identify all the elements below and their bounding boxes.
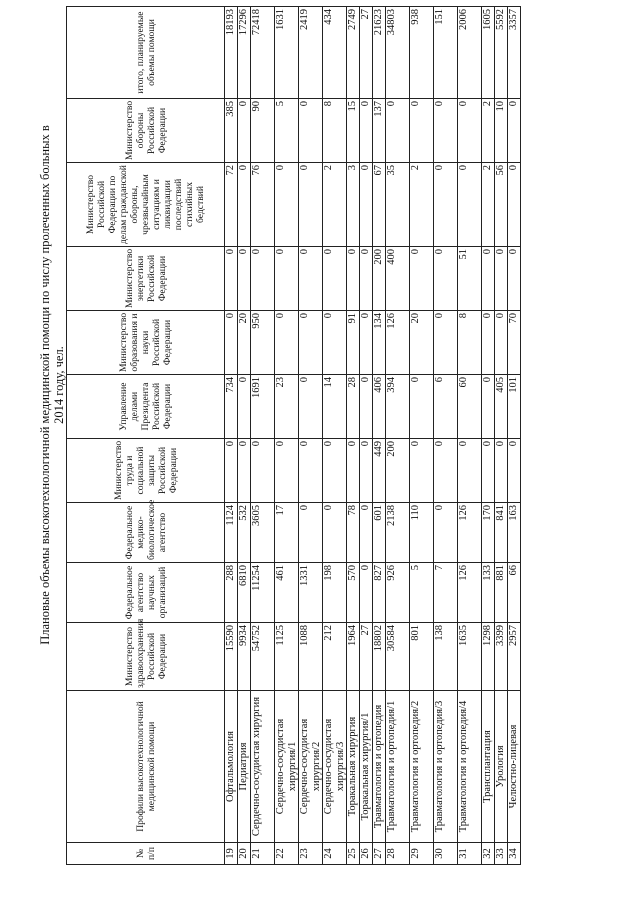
value-cell: 72 — [225, 163, 238, 247]
table-row — [323, 7, 347, 865]
value-cell: 198 — [323, 563, 347, 623]
total-cell: 17296 — [238, 7, 251, 99]
value-cell: 734 — [225, 375, 238, 439]
value-cell: 170 — [482, 503, 495, 563]
row-number-cell: 24 — [323, 843, 347, 865]
table-header-row — [67, 7, 225, 865]
value-cell: 0 — [410, 439, 434, 503]
value-cell: 78 — [347, 503, 360, 563]
profile-cell: Педиатрия — [238, 691, 251, 843]
total-cell: 3357 — [508, 7, 521, 99]
table-row — [225, 7, 238, 865]
table-row — [482, 7, 495, 865]
profile-cell: Урология — [495, 691, 508, 843]
value-cell: 449 — [373, 439, 386, 503]
total-cell: 2006 — [458, 7, 482, 99]
value-cell: 3 — [347, 163, 360, 247]
value-cell: 66 — [508, 563, 521, 623]
value-cell: 827 — [373, 563, 386, 623]
value-cell: 0 — [299, 163, 323, 247]
value-cell: 0 — [275, 163, 299, 247]
value-cell: 9934 — [238, 623, 251, 691]
profile-cell: Трансплантация — [482, 691, 495, 843]
value-cell: 8 — [323, 99, 347, 163]
value-cell: 0 — [360, 99, 373, 163]
profile-cell: Офтальмология — [225, 691, 238, 843]
value-cell: 5 — [275, 99, 299, 163]
value-cell: 90 — [251, 99, 275, 163]
value-cell: 0 — [360, 563, 373, 623]
value-cell: 51 — [458, 247, 482, 311]
value-cell: 7 — [434, 563, 458, 623]
row-number-cell: 30 — [434, 843, 458, 865]
total-cell: 2749 — [347, 7, 360, 99]
value-cell: 15590 — [225, 623, 238, 691]
profile-cell: Челюстно-лицевая — [508, 691, 521, 843]
value-cell: 2 — [323, 163, 347, 247]
value-cell: 406 — [373, 375, 386, 439]
value-cell: 0 — [238, 375, 251, 439]
value-cell: 6810 — [238, 563, 251, 623]
profile-cell: Травматология и ортопедия/1 — [386, 691, 410, 843]
table-row — [238, 7, 251, 865]
upravdelami-header: Управление делами Президента Российской Федерации — [67, 375, 225, 439]
fmba-header: Федеральное медико-биологическое агентство — [67, 503, 225, 563]
value-cell: 0 — [360, 503, 373, 563]
value-cell: 394 — [386, 375, 410, 439]
value-cell: 1088 — [299, 623, 323, 691]
value-cell: 1691 — [251, 375, 275, 439]
value-cell: 400 — [386, 247, 410, 311]
value-cell: 841 — [495, 503, 508, 563]
value-cell: 2957 — [508, 623, 521, 691]
value-cell: 23 — [275, 375, 299, 439]
row-number-cell: 19 — [225, 843, 238, 865]
value-cell: 0 — [360, 439, 373, 503]
total-cell: 938 — [410, 7, 434, 99]
profile-cell: Травматология и ортопедия/4 — [458, 691, 482, 843]
value-cell: 0 — [482, 439, 495, 503]
value-cell: 110 — [410, 503, 434, 563]
total-cell: 18193 — [225, 7, 238, 99]
value-cell: 5 — [410, 563, 434, 623]
total-cell: 5592 — [495, 7, 508, 99]
value-cell: 0 — [225, 311, 238, 375]
value-cell: 3605 — [251, 503, 275, 563]
value-cell: 0 — [434, 439, 458, 503]
value-cell: 35 — [386, 163, 410, 247]
value-cell: 134 — [373, 311, 386, 375]
value-cell: 17 — [275, 503, 299, 563]
value-cell: 950 — [251, 311, 275, 375]
value-cell: 1331 — [299, 563, 323, 623]
row-number-cell: 28 — [386, 843, 410, 865]
value-cell: 0 — [410, 99, 434, 163]
value-cell: 2 — [482, 163, 495, 247]
row-number-cell: 34 — [508, 843, 521, 865]
value-cell: 0 — [434, 247, 458, 311]
value-cell: 0 — [225, 439, 238, 503]
value-cell: 60 — [458, 375, 482, 439]
value-cell: 0 — [323, 311, 347, 375]
table-row — [251, 7, 275, 865]
value-cell: 15 — [347, 99, 360, 163]
table-row — [275, 7, 299, 865]
value-cell: 0 — [458, 163, 482, 247]
value-cell: 200 — [386, 439, 410, 503]
value-cell: 0 — [238, 439, 251, 503]
value-cell: 1964 — [347, 623, 360, 691]
value-cell: 133 — [482, 563, 495, 623]
value-cell: 126 — [458, 563, 482, 623]
value-cell: 0 — [482, 375, 495, 439]
value-cell: 8 — [458, 311, 482, 375]
value-cell: 0 — [347, 247, 360, 311]
minoborony-header: Министерство обороны Российской Федерации — [67, 99, 225, 163]
total-cell: 34803 — [386, 7, 410, 99]
value-cell: 67 — [373, 163, 386, 247]
value-cell: 0 — [458, 439, 482, 503]
row-number-cell: 25 — [347, 843, 360, 865]
value-cell: 0 — [347, 439, 360, 503]
value-cell: 0 — [299, 247, 323, 311]
value-cell: 27 — [360, 623, 373, 691]
value-cell: 0 — [360, 163, 373, 247]
profile-cell: Торакальная хирургия — [347, 691, 360, 843]
value-cell: 11254 — [251, 563, 275, 623]
value-cell: 0 — [251, 439, 275, 503]
value-cell: 20 — [410, 311, 434, 375]
value-cell: 1124 — [225, 503, 238, 563]
value-cell: 137 — [373, 99, 386, 163]
value-cell: 1125 — [275, 623, 299, 691]
value-cell: 163 — [508, 503, 521, 563]
value-cell: 14 — [323, 375, 347, 439]
value-cell: 0 — [482, 311, 495, 375]
value-cell: 461 — [275, 563, 299, 623]
value-cell: 0 — [508, 247, 521, 311]
value-cell: 28 — [347, 375, 360, 439]
value-cell: 3399 — [495, 623, 508, 691]
value-cell: 0 — [410, 247, 434, 311]
value-cell: 0 — [434, 99, 458, 163]
row-number-header: № п/п — [67, 843, 225, 865]
value-cell: 405 — [495, 375, 508, 439]
table-row — [386, 7, 410, 865]
table-row — [458, 7, 482, 865]
document-title: Плановые объемы высокотехнологичной медицинской помощи по числу пролеченных больных в 2014 году, чел. — [38, 125, 66, 645]
mchs-header: Министерство Российской Федерации по делам гражданской обороны, чрезвычайным ситуациям и ликвидации последствий стихийных бедствий — [67, 163, 225, 247]
value-cell: 926 — [386, 563, 410, 623]
value-cell: 2 — [482, 99, 495, 163]
value-cell: 10 — [495, 99, 508, 163]
value-cell: 0 — [508, 163, 521, 247]
profile-cell: Сердечно-сосудистая хирургия/1 — [275, 691, 299, 843]
value-cell: 101 — [508, 375, 521, 439]
value-cell: 0 — [508, 99, 521, 163]
table-body — [225, 7, 521, 865]
value-cell: 0 — [251, 247, 275, 311]
value-cell: 0 — [275, 247, 299, 311]
value-cell: 212 — [323, 623, 347, 691]
value-cell: 0 — [495, 247, 508, 311]
profile-cell: Травматология и ортопедия/2 — [410, 691, 434, 843]
table-row — [495, 7, 508, 865]
value-cell: 0 — [386, 99, 410, 163]
value-cell: 0 — [238, 247, 251, 311]
value-cell: 6 — [434, 375, 458, 439]
table-row — [299, 7, 323, 865]
value-cell: 0 — [238, 99, 251, 163]
row-number-cell: 31 — [458, 843, 482, 865]
table-row — [347, 7, 360, 865]
total-cell: 1631 — [275, 7, 299, 99]
table-row — [434, 7, 458, 865]
value-cell: 91 — [347, 311, 360, 375]
total-cell: 151 — [434, 7, 458, 99]
value-cell: 0 — [299, 503, 323, 563]
value-cell: 1635 — [458, 623, 482, 691]
value-cell: 0 — [458, 99, 482, 163]
value-cell: 0 — [410, 375, 434, 439]
fano-header: Федеральное агентство научных организаций — [67, 563, 225, 623]
value-cell: 0 — [299, 311, 323, 375]
value-cell: 385 — [225, 99, 238, 163]
total-cell: 21623 — [373, 7, 386, 99]
table-row — [373, 7, 386, 865]
table-row — [508, 7, 521, 865]
value-cell: 126 — [386, 311, 410, 375]
row-number-cell: 32 — [482, 843, 495, 865]
value-cell: 0 — [434, 163, 458, 247]
total-cell: 1605 — [482, 7, 495, 99]
row-number-cell: 33 — [495, 843, 508, 865]
total-cell: 434 — [323, 7, 347, 99]
value-cell: 0 — [299, 375, 323, 439]
value-cell: 0 — [299, 99, 323, 163]
value-cell: 532 — [238, 503, 251, 563]
minenergo-header: Министерство энергетики Российской Федерации — [67, 247, 225, 311]
profile-cell: Торакальная хирургия/1 — [360, 691, 373, 843]
value-cell: 70 — [508, 311, 521, 375]
value-cell: 30584 — [386, 623, 410, 691]
value-cell: 138 — [434, 623, 458, 691]
row-number-cell: 20 — [238, 843, 251, 865]
total-header: итого, планируемые объемы помощи — [67, 7, 225, 99]
hitech-care-volume-table — [66, 6, 521, 865]
value-cell: 0 — [323, 439, 347, 503]
value-cell: 0 — [360, 311, 373, 375]
mintrud-header: Министерство труда и социальной защиты Российской Федерации — [67, 439, 225, 503]
value-cell: 0 — [360, 247, 373, 311]
value-cell: 0 — [238, 163, 251, 247]
value-cell: 0 — [360, 375, 373, 439]
row-number-cell: 21 — [251, 843, 275, 865]
value-cell: 0 — [482, 247, 495, 311]
value-cell: 0 — [275, 311, 299, 375]
total-cell: 72418 — [251, 7, 275, 99]
value-cell: 1298 — [482, 623, 495, 691]
value-cell: 0 — [299, 439, 323, 503]
table-row — [360, 7, 373, 865]
value-cell: 0 — [323, 503, 347, 563]
value-cell: 20 — [238, 311, 251, 375]
value-cell: 54752 — [251, 623, 275, 691]
value-cell: 288 — [225, 563, 238, 623]
profile-cell: Травматология и ортопедия/3 — [434, 691, 458, 843]
row-number-cell: 29 — [410, 843, 434, 865]
minobrnauki-header: Министерство образования и науки Российской Федерации — [67, 311, 225, 375]
value-cell: 0 — [495, 439, 508, 503]
value-cell: 2138 — [386, 503, 410, 563]
row-number-cell: 22 — [275, 843, 299, 865]
value-cell: 801 — [410, 623, 434, 691]
row-number-cell: 26 — [360, 843, 373, 865]
table-row — [410, 7, 434, 865]
value-cell: 2 — [410, 163, 434, 247]
value-cell: 76 — [251, 163, 275, 247]
value-cell: 0 — [225, 247, 238, 311]
minzdrav-header: Министерство здравоохранения Российской Федерации — [67, 623, 225, 691]
row-number-cell: 23 — [299, 843, 323, 865]
value-cell: 0 — [275, 439, 299, 503]
value-cell: 0 — [323, 247, 347, 311]
profile-header: Профили высокотехнологичной медицинской помощи — [67, 691, 225, 843]
value-cell: 0 — [508, 439, 521, 503]
profile-cell: Травматология и ортопедия — [373, 691, 386, 843]
value-cell: 56 — [495, 163, 508, 247]
value-cell: 0 — [495, 311, 508, 375]
row-number-cell: 27 — [373, 843, 386, 865]
value-cell: 126 — [458, 503, 482, 563]
profile-cell: Сердечно-сосудистая хирургия/3 — [323, 691, 347, 843]
profile-cell: Сердечно-сосудистая хирургия/2 — [299, 691, 323, 843]
value-cell: 0 — [434, 503, 458, 563]
value-cell: 881 — [495, 563, 508, 623]
value-cell: 18802 — [373, 623, 386, 691]
profile-cell: Сердечно-сосудистая хирургия — [251, 691, 275, 843]
value-cell: 601 — [373, 503, 386, 563]
value-cell: 0 — [434, 311, 458, 375]
value-cell: 200 — [373, 247, 386, 311]
total-cell: 27 — [360, 7, 373, 99]
total-cell: 2419 — [299, 7, 323, 99]
value-cell: 570 — [347, 563, 360, 623]
